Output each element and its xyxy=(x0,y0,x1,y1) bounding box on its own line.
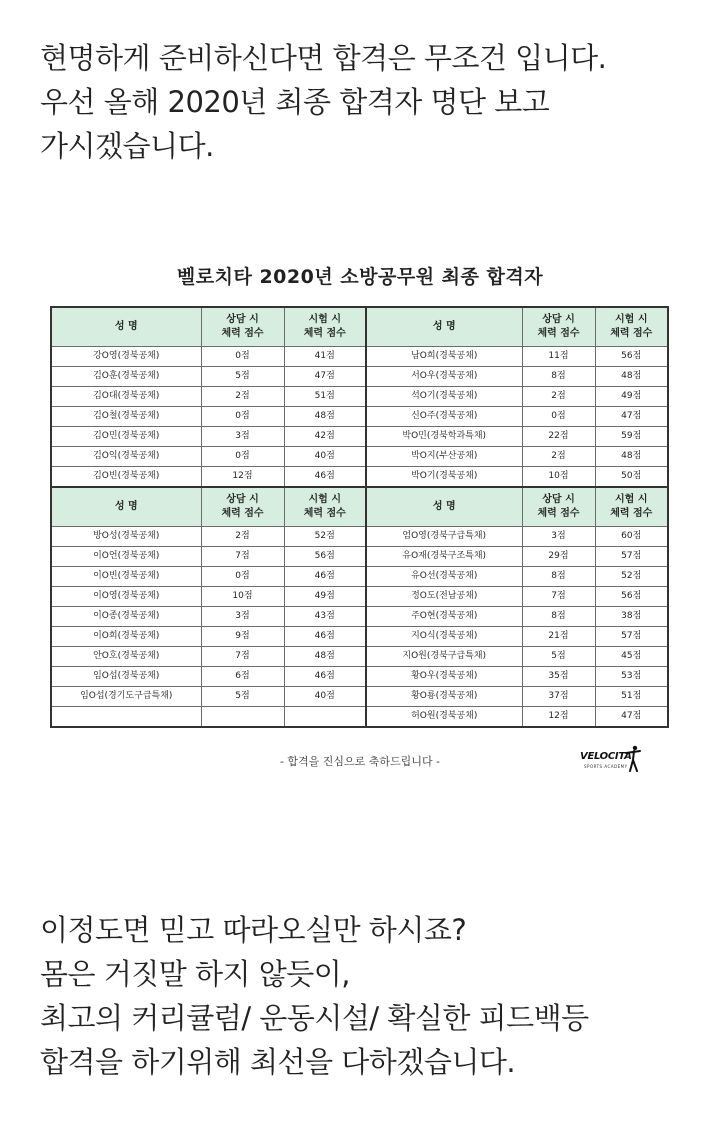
cell-fitness-score: 8점 xyxy=(522,367,595,387)
table-row xyxy=(51,407,668,427)
outro-line: 이정도면 믿고 따라오실만 하시죠? xyxy=(40,913,467,947)
cell-name: 허O원(경북공채) xyxy=(366,707,522,728)
cell-fitness-score: 10점 xyxy=(201,587,284,607)
cell-name: 이O희(경북공채) xyxy=(51,627,201,647)
cell-exam-score: 40점 xyxy=(284,687,366,707)
cell-fitness-score: 2점 xyxy=(522,387,595,407)
outro-text xyxy=(40,908,700,1084)
header-name: 성 명 xyxy=(51,487,201,527)
table-row xyxy=(51,527,668,547)
cell-fitness-score: 12점 xyxy=(201,467,284,488)
header-name: 성 명 xyxy=(366,487,522,527)
cell-exam-score: 51점 xyxy=(595,687,668,707)
table-row xyxy=(51,687,668,707)
cell-exam-score: 48점 xyxy=(595,447,668,467)
cell-name: 정O도(전남공채) xyxy=(366,587,522,607)
cell-exam-score: 56점 xyxy=(595,347,668,367)
cell-name: 지O식(경북공채) xyxy=(366,627,522,647)
table-row xyxy=(51,587,668,607)
cell-fitness-score: 29점 xyxy=(522,547,595,567)
cell-fitness-score: 2점 xyxy=(522,447,595,467)
cell-fitness-score: 6점 xyxy=(201,667,284,687)
cell-exam-score: 40점 xyxy=(284,447,366,467)
cell-name: 유O선(경북공채) xyxy=(366,567,522,587)
cell-exam-score: 57점 xyxy=(595,627,668,647)
header-fitness: 상담 시 체력 점수 xyxy=(201,307,284,347)
header-exam: 시험 시 체력 점수 xyxy=(284,307,366,347)
cell-exam-score: 60점 xyxy=(595,527,668,547)
cell-fitness-score: 8점 xyxy=(522,567,595,587)
outro-line: 몸은 거짓말 하지 않듯이, xyxy=(40,957,351,991)
cell-fitness-score: 3점 xyxy=(522,527,595,547)
cell-exam-score: 52점 xyxy=(595,567,668,587)
table-row xyxy=(51,547,668,567)
cell-name: 남O희(경북공채) xyxy=(366,347,522,367)
cell-exam-score: 47점 xyxy=(284,367,366,387)
cell-name: 김O민(경북공채) xyxy=(51,427,201,447)
congrats-message: - 합격을 진심으로 축하드립니다 - xyxy=(279,755,441,768)
cell-name: 지O원(경북구급특채) xyxy=(366,647,522,667)
cell-exam-score: 48점 xyxy=(284,407,366,427)
cell-name: 엄O영(경북구급특채) xyxy=(366,527,522,547)
cell-name: 이O종(경북공채) xyxy=(51,607,201,627)
header-fitness: 상담 시 체력 점수 xyxy=(522,307,595,347)
cell-exam-score: 45점 xyxy=(595,647,668,667)
cell-fitness-score: 0점 xyxy=(522,407,595,427)
header-exam: 시험 시 체력 점수 xyxy=(284,487,366,527)
results-block-2 xyxy=(51,487,668,727)
cell-fitness-score: 0점 xyxy=(201,447,284,467)
cell-fitness-score: 3점 xyxy=(201,607,284,627)
cell-exam-score: 50점 xyxy=(595,467,668,488)
cell-exam-score: 59점 xyxy=(595,427,668,447)
cell-fitness-score: 21점 xyxy=(522,627,595,647)
cell-name: 임O섭(경북공채) xyxy=(51,667,201,687)
cell-fitness-score: 2점 xyxy=(201,387,284,407)
cell-exam-score: 46점 xyxy=(284,627,366,647)
cell-exam-score: 48점 xyxy=(595,367,668,387)
table-row xyxy=(51,367,668,387)
cell-name: 김O철(경북공채) xyxy=(51,407,201,427)
cell-name: 황O우(경북공채) xyxy=(366,667,522,687)
cell-exam-score: 38점 xyxy=(595,607,668,627)
table-header-row xyxy=(51,307,668,347)
cell-exam-score: 47점 xyxy=(595,707,668,728)
cell-fitness-score: 3점 xyxy=(201,427,284,447)
cell-exam-score: 57점 xyxy=(595,547,668,567)
cell-name: 유O재(경북구조특채) xyxy=(366,547,522,567)
intro-line: 가시겠습니다. xyxy=(40,129,214,163)
table-row xyxy=(51,387,668,407)
cell-name: 김O익(경북공채) xyxy=(51,447,201,467)
cell-fitness-score: 10점 xyxy=(522,467,595,488)
cell-name: 임O섭(경기도구급특채) xyxy=(51,687,201,707)
logo-wordmark: VELOCITA xyxy=(580,751,632,762)
cell-fitness-score: 11점 xyxy=(522,347,595,367)
cell-name: 이O영(경북공채) xyxy=(51,587,201,607)
cell-name: 김O대(경북공채) xyxy=(51,387,201,407)
results-block-1 xyxy=(51,307,668,487)
table-row xyxy=(51,447,668,467)
header-exam: 시험 시 체력 점수 xyxy=(595,487,668,527)
cell-fitness-score: 2점 xyxy=(201,527,284,547)
cell-fitness-score: 7점 xyxy=(201,547,284,567)
logo-subtitle: SPORTS ACADEMY xyxy=(584,764,628,769)
cell-name: 김O빈(경북공채) xyxy=(51,467,201,488)
cell-fitness-score: 22점 xyxy=(522,427,595,447)
cell-exam-score: 42점 xyxy=(284,427,366,447)
table-row xyxy=(51,707,668,728)
table-row xyxy=(51,627,668,647)
cell-fitness-score: 0점 xyxy=(201,567,284,587)
intro-line: 우선 올해 2020년 최종 합격자 명단 보고 xyxy=(40,85,550,119)
cell-name: 석O기(경북공채) xyxy=(366,387,522,407)
cell-exam-score: 48점 xyxy=(284,647,366,667)
cell-name: 신O주(경북공채) xyxy=(366,407,522,427)
cell-exam-score: 56점 xyxy=(284,547,366,567)
header-exam: 시험 시 체력 점수 xyxy=(595,307,668,347)
cell-fitness-score: 5점 xyxy=(201,367,284,387)
cell-name: 주O현(경북공채) xyxy=(366,607,522,627)
outro-line: 합격을 하기위해 최선을 다하겠습니다. xyxy=(40,1045,516,1079)
cell-exam-score: 46점 xyxy=(284,467,366,488)
cell-name: 황O룡(경북공채) xyxy=(366,687,522,707)
table-row xyxy=(51,347,668,367)
cell-name: 강O영(경북공채) xyxy=(51,347,201,367)
cell-fitness-score: 35점 xyxy=(522,667,595,687)
table-header-row xyxy=(51,487,668,527)
table-row xyxy=(51,567,668,587)
cell-exam-score: 52점 xyxy=(284,527,366,547)
cell-name: 박O기(경북공채) xyxy=(366,467,522,488)
cell-fitness-score: 12점 xyxy=(522,707,595,728)
cell-name: 김O훈(경북공채) xyxy=(51,367,201,387)
cell-exam-score: 43점 xyxy=(284,607,366,627)
header-fitness: 상담 시 체력 점수 xyxy=(201,487,284,527)
cell-exam-score xyxy=(284,707,366,728)
intro-text xyxy=(40,36,700,168)
cell-name: 박O지(부산공채) xyxy=(366,447,522,467)
results-table xyxy=(50,306,669,728)
cell-exam-score: 46점 xyxy=(284,667,366,687)
cell-name: 서O우(경북공채) xyxy=(366,367,522,387)
cell-name: 이O언(경북공채) xyxy=(51,547,201,567)
cell-fitness-score xyxy=(201,707,284,728)
cell-exam-score: 53점 xyxy=(595,667,668,687)
cell-fitness-score: 0점 xyxy=(201,347,284,367)
cell-fitness-score: 5점 xyxy=(201,687,284,707)
table-row xyxy=(51,667,668,687)
cell-exam-score: 56점 xyxy=(595,587,668,607)
cell-name: 안O호(경북공채) xyxy=(51,647,201,667)
intro-line: 현명하게 준비하신다면 합격은 무조건 입니다. xyxy=(40,41,607,75)
cell-exam-score: 49점 xyxy=(595,387,668,407)
cell-fitness-score: 7점 xyxy=(201,647,284,667)
cell-name: 박O민(경북학과특채) xyxy=(366,427,522,447)
table-row xyxy=(51,467,668,488)
cell-fitness-score: 37점 xyxy=(522,687,595,707)
table-row xyxy=(51,427,668,447)
cell-fitness-score: 8점 xyxy=(522,607,595,627)
cell-fitness-score: 7점 xyxy=(522,587,595,607)
cell-fitness-score: 0점 xyxy=(201,407,284,427)
cell-exam-score: 49점 xyxy=(284,587,366,607)
table-row xyxy=(51,647,668,667)
outro-line: 최고의 커리큘럼/ 운동시설/ 확실한 피드백등 xyxy=(40,1001,589,1035)
cell-name xyxy=(51,707,201,728)
document-title: 벨로치타 2020년 소방공무원 최종 합격자 xyxy=(176,266,544,288)
cell-fitness-score: 9점 xyxy=(201,627,284,647)
table-row xyxy=(51,607,668,627)
cell-fitness-score: 5점 xyxy=(522,647,595,667)
athlete-icon xyxy=(624,745,642,773)
cell-exam-score: 46점 xyxy=(284,567,366,587)
header-name: 성 명 xyxy=(51,307,201,347)
cell-name: 방O성(경북공채) xyxy=(51,527,201,547)
cell-exam-score: 47점 xyxy=(595,407,668,427)
cell-exam-score: 51점 xyxy=(284,387,366,407)
velocita-logo xyxy=(580,745,650,775)
header-name: 성 명 xyxy=(366,307,522,347)
header-fitness: 상담 시 체력 점수 xyxy=(522,487,595,527)
cell-name: 이O빈(경북공채) xyxy=(51,567,201,587)
cell-exam-score: 41점 xyxy=(284,347,366,367)
